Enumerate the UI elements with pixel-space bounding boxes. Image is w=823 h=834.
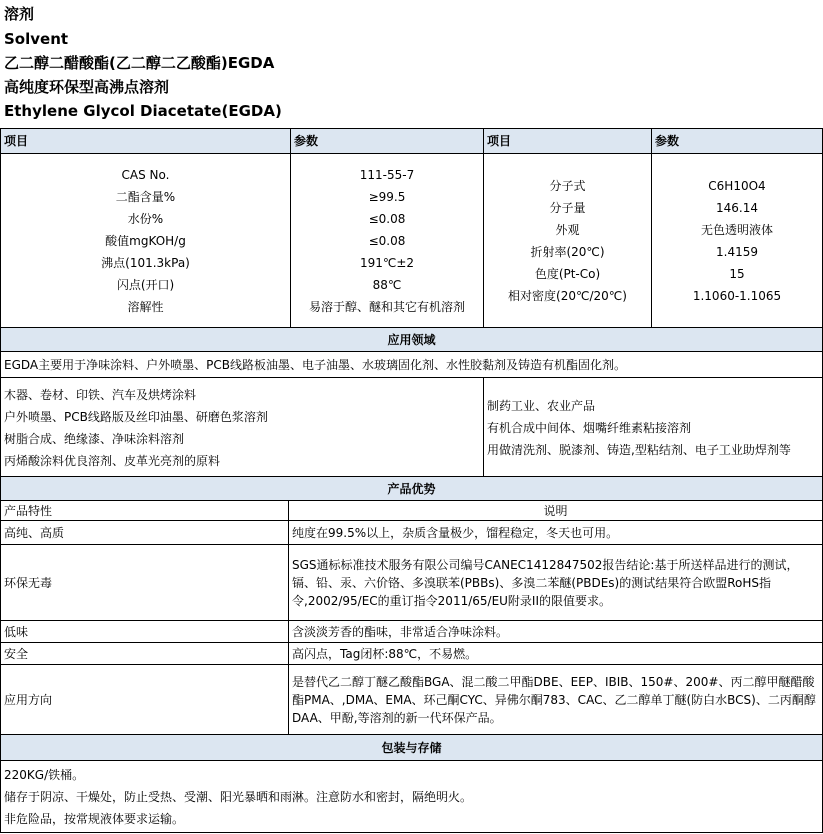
spec-value: 无色透明液体 <box>700 222 773 237</box>
spec-right-values <box>652 154 823 328</box>
application-item: 树脂合成、绝缘漆、净味涂料溶剂 <box>4 431 185 446</box>
packaging-line: 储存于阴凉、干燥处，防止受热、受潮、阳光暴晒和雨淋。注意防水和密封，隔绝明火。 <box>4 789 473 804</box>
spec-value: 191℃±2 <box>359 255 415 270</box>
application-item: 木器、卷材、印铁、汽车及烘烤涂料 <box>4 387 197 402</box>
advantages-table <box>0 476 823 735</box>
application-item: 户外喷墨、PCB线路版及丝印油墨、研磨色浆溶剂 <box>4 409 268 424</box>
packaging-line: 非危险品，按常规液体要求运输。 <box>4 811 185 826</box>
spec-item: 分子量 <box>549 200 586 215</box>
spec-item: 折射率(20℃) <box>530 244 605 259</box>
title-product-en: Ethylene Glycol Diacetate(EGDA) <box>4 102 282 120</box>
spec-item: 二酯含量% <box>115 189 176 204</box>
spec-header-param: 参数 <box>652 129 823 154</box>
application-intro: EGDA主要用于净味涂料、户外喷墨、PCB线路板油墨、电子油墨、水玻璃固化剂、水性胶黏剂及铸造有机酯固化剂。 <box>1 352 823 378</box>
spec-value: C6H10O4 <box>708 178 766 193</box>
advantage-feature: 高纯、高质 <box>1 521 289 545</box>
spec-header-item: 项目 <box>1 129 291 154</box>
spec-item: 溶解性 <box>127 299 164 314</box>
spec-header-param: 参数 <box>291 129 484 154</box>
title-category-en: Solvent <box>4 30 69 48</box>
application-left-list <box>1 378 484 478</box>
spec-header-item: 项目 <box>484 129 652 154</box>
spec-left-items <box>1 154 291 328</box>
spec-value: 146.14 <box>716 200 758 215</box>
spec-item: CAS No. <box>121 167 170 182</box>
application-table <box>0 327 823 478</box>
title-category-cn: 溶剂 <box>4 5 35 23</box>
spec-right-items <box>484 154 652 328</box>
application-item: 有机合成中间体、烟嘴纤维素粘接溶剂 <box>487 420 692 435</box>
title-block <box>0 0 823 130</box>
spec-value: 1.4159 <box>716 244 758 259</box>
application-item: 丙烯酸涂料优良溶剂、皮革光亮剂的原料 <box>4 453 221 468</box>
advantage-feature: 安全 <box>1 643 289 665</box>
spec-value: 88℃ <box>372 277 402 292</box>
advantage-desc: 纯度在99.5%以上，杂质含量极少，馏程稳定，冬天也可用。 <box>289 521 823 545</box>
spec-item: 外观 <box>555 222 580 237</box>
spec-value: 111-55-7 <box>359 167 415 182</box>
packaging-line: 220KG/铁桶。 <box>4 767 85 782</box>
spec-item: 水份% <box>127 211 164 226</box>
spec-item: 色度(Pt-Co) <box>534 266 601 281</box>
application-title: 应用领域 <box>1 328 823 352</box>
advantages-head-desc: 说明 <box>289 501 823 521</box>
title-product-cn: 乙二醇二醋酸酯(乙二醇二乙酸酯)EGDA <box>4 54 275 72</box>
packaging-table <box>0 734 823 833</box>
advantage-desc: 是替代乙二醇丁醚乙酸酯BGA、混二酸二甲酯DBE、EEP、IBIB、150#、200#、丙二醇甲醚醋酸酯PMA、,DMA、EMA、环己酮CYC、异佛尔酮783、CAC、乙二醇单丁醚(防白水BCS)、二丙酮醇DAA、甲酚,等溶剂的新一代环保产品。 <box>289 665 823 735</box>
title-subtitle-cn: 高纯度环保型高沸点溶剂 <box>4 78 170 96</box>
application-right-list <box>484 378 823 478</box>
advantage-desc: 高闪点，Tag闭杯:88℃，不易燃。 <box>289 643 823 665</box>
spec-left-values <box>291 154 484 328</box>
spec-item: 沸点(101.3kPa) <box>101 255 190 270</box>
advantage-desc: SGS通标标准技术服务有限公司编号CANEC1412847502报告结论:基于所送样品进行的测试，镉、铅、汞、六价铬、多溴联苯(PBBs)、多溴二苯醚(PBDEs)的测试结果符合欧盟RoHS指令,2002/95/EC的重订指令2011/65/EU附录II的限值要求。 <box>289 545 823 621</box>
spec-item: 酸值mgKOH/g <box>105 233 186 248</box>
spec-item: 闪点(开口) <box>116 277 175 292</box>
advantages-title: 产品优势 <box>1 477 823 501</box>
packaging-title: 包装与存储 <box>1 735 823 761</box>
spec-value: ≤0.08 <box>368 211 406 226</box>
spec-value: 1.1060-1.1065 <box>692 288 782 303</box>
advantage-desc: 含淡淡芳香的酯味，非常适合净味涂料。 <box>289 621 823 643</box>
advantage-feature: 应用方向 <box>1 665 289 735</box>
spec-table <box>0 128 823 328</box>
application-item: 用做清洗剂、脱漆剂、铸造,型粘结剂、电子工业助焊剂等 <box>487 442 791 457</box>
spec-value: 15 <box>729 266 745 281</box>
spec-value: ≤0.08 <box>368 233 406 248</box>
packaging-lines <box>1 761 823 833</box>
advantage-feature: 环保无毒 <box>1 545 289 621</box>
spec-value: ≥99.5 <box>368 189 406 204</box>
spec-value: 易溶于醇、醚和其它有机溶剂 <box>308 299 465 314</box>
spec-item: 分子式 <box>549 178 586 193</box>
advantage-feature: 低味 <box>1 621 289 643</box>
spec-item: 相对密度(20℃/20℃) <box>508 288 627 303</box>
application-item: 制药工业、农业产品 <box>487 398 596 413</box>
advantages-head-feature: 产品特性 <box>1 501 289 521</box>
